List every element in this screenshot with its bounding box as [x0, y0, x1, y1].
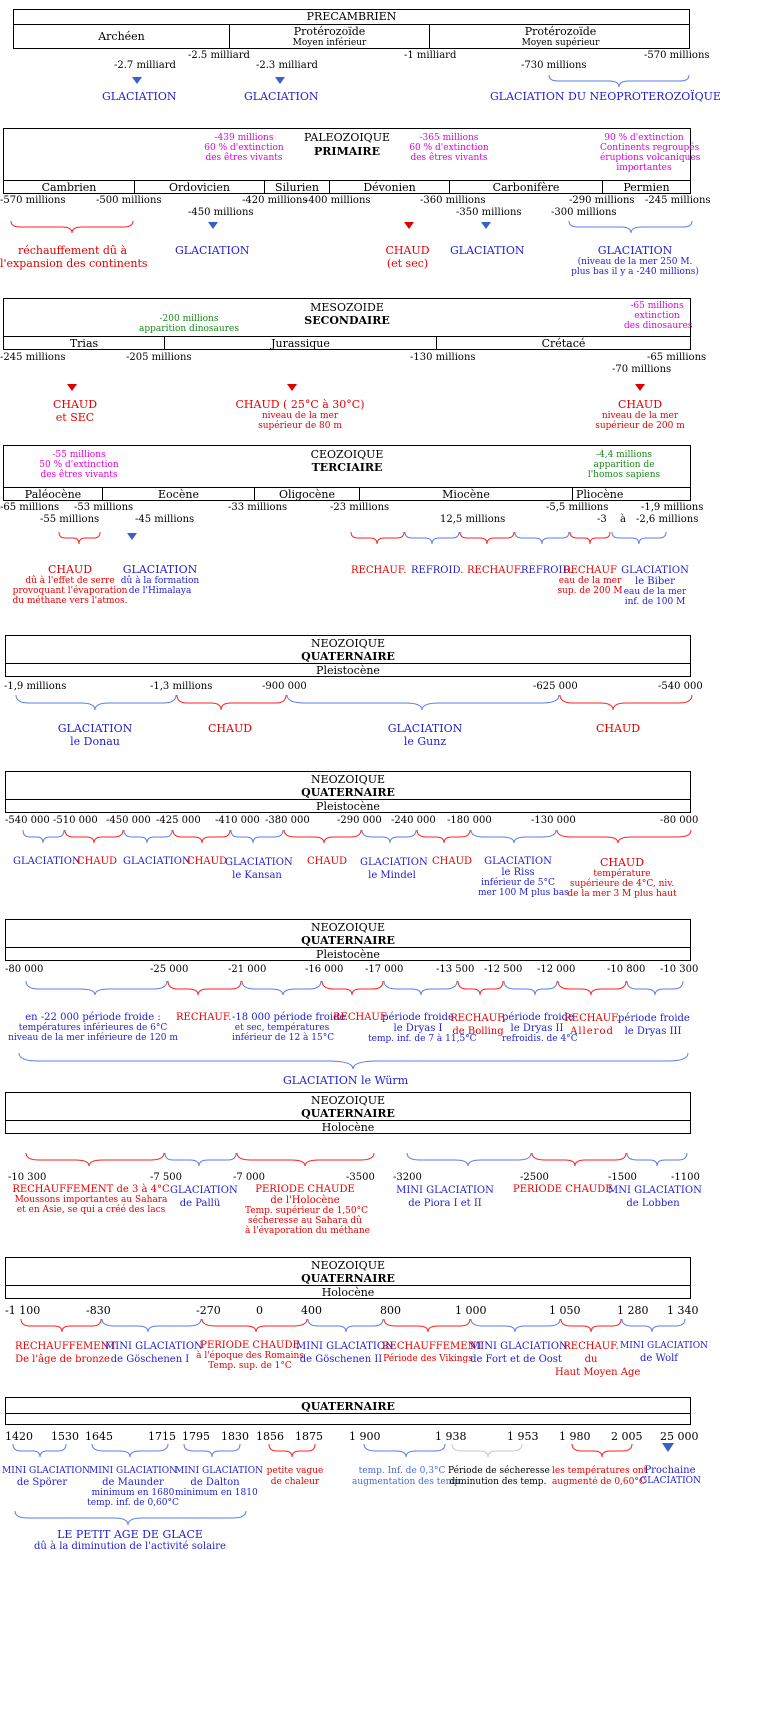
event-chaud: CHAUD (et sec) [385, 244, 430, 270]
tick: -130 000 [531, 815, 576, 826]
period-cambrien: Cambrien [41, 181, 97, 194]
event-glaciation-riss: GLACIATION le Riss inférieur de 5°C mer 100 M plus bas [478, 856, 569, 898]
event-mini-glaciation-piora: MINI GLACIATION de Piora I et II [396, 1185, 494, 1209]
event-periode-froide-22000: en -22 000 période froide : températures inférieures de 6°C niveau de la mer inférieure de 120 m [8, 1012, 178, 1043]
event-rechauffement-bronze: RECHAUFFEMENT De l'âge de bronze [15, 1341, 116, 1365]
tick: -12 000 [537, 964, 576, 975]
tick: -410 000 [215, 815, 260, 826]
event-glaciation-wurm: GLACIATION le Würm [283, 1074, 409, 1087]
note-extinction-90: 90 % d'extinction Continents regroupés éruptions volcaniques importantes [600, 133, 701, 173]
tick: -830 [86, 1304, 111, 1317]
precambrien-table [13, 9, 690, 49]
event-dryas-3: période froide le Dryas III [618, 1013, 690, 1037]
event-chaud-paleocene: CHAUD dû à l'effet de serre provoquant l'évaporation du méthane vers l'atmos. [12, 563, 128, 606]
tick: -17 000 [365, 964, 404, 975]
tick: 1 000 [455, 1304, 487, 1317]
tick: 1 340 [667, 1304, 699, 1317]
tick: -360 millions [420, 195, 486, 206]
tick: -540 000 [658, 681, 703, 692]
tick: 1 280 [617, 1304, 649, 1317]
tick: -290 000 [337, 815, 382, 826]
note-extinction-55: -55 millions 50 % d'extinction des êtres vivants [39, 450, 119, 480]
arrow-down-icon [275, 77, 285, 84]
arrow-down-icon [481, 222, 491, 229]
note-extinction-365: -365 millions 60 % d'extinction des êtres vivants [409, 133, 489, 163]
event-chaud-cretace: CHAUD niveau de la mer supérieur de 200 m [595, 398, 685, 431]
tick: -70 millions [612, 364, 672, 375]
arrow-down-icon [662, 1443, 674, 1452]
ceozoique-title: CEOZOIQUE [310, 448, 384, 461]
event-chaud-sec: CHAUD et SEC [52, 398, 98, 424]
tick: -7 000 [233, 1172, 266, 1183]
tick: 1 980 [559, 1430, 591, 1443]
event-mini-glaciation-goschenen-2: MINI GLACIATION de Göschenen II [296, 1341, 394, 1365]
tick: -510 000 [53, 815, 98, 826]
q1-epoch: Pleistocène [316, 664, 380, 677]
mesozoide-title: MESOZOIDE [310, 301, 384, 314]
event-periode-chaude: PERIODE CHAUDE [513, 1184, 613, 1195]
event-glaciation: GLACIATION [244, 90, 319, 103]
event-mini-glaciation-wolf: MINI GLACIATION de Wolf [620, 1341, 708, 1364]
tick: 1715 [148, 1430, 176, 1443]
tick: -540 000 [5, 815, 50, 826]
event-rechauffement: réchauffement dû à l'expansion des continents [0, 244, 148, 270]
brace-blue [14, 1510, 250, 1528]
tick: -13 500 [436, 964, 475, 975]
period-permien: Permien [602, 181, 690, 193]
tick: 12,5 millions [440, 514, 506, 525]
brace-red [10, 220, 135, 234]
tick: -3 [597, 514, 607, 525]
tick: 1 953 [507, 1430, 539, 1443]
event-glaciation: GLACIATION [13, 856, 81, 867]
paleozoique-title: PALEOZOIQUE [303, 131, 390, 144]
tick: 0 [256, 1304, 263, 1317]
tick: 1645 [85, 1430, 113, 1443]
event-rechauffement-holocene: RECHAUFFEMENT de 3 à 4°C Moussons importantes au Sahara et en Asie, se qui a créé des lacs [12, 1184, 170, 1215]
tick: -55 millions [40, 514, 100, 525]
paleozoique-subtitle: PRIMAIRE [314, 145, 380, 158]
tick: -380 000 [265, 815, 310, 826]
tick: à [620, 514, 626, 525]
tick: -16 000 [305, 964, 344, 975]
note-extinction-dinosaures: -65 millions extinction des dinosaures [624, 301, 693, 331]
q2-table [5, 771, 691, 813]
tick: -270 [196, 1304, 221, 1317]
tick: -425 000 [156, 815, 201, 826]
tick: 1795 [182, 1430, 210, 1443]
event-petit-age-glace: LE PETIT AGE DE GLACE dû à la diminution de l'activité solaire [34, 1528, 226, 1552]
tick: -420 millions [242, 195, 308, 206]
tick: -2500 [520, 1172, 549, 1183]
event-glaciation: GLACIATION [450, 244, 525, 257]
brace-series [12, 1443, 652, 1461]
q2-subtitle: QUATERNAIRE [301, 786, 395, 799]
event-dryas-1: période froide le Dryas I temp. inf. de 7 à 11,5°C [368, 1012, 477, 1044]
event-mini-glaciation-goschenen-1: MINI GLACIATION de Göschenen I [105, 1341, 203, 1365]
event-petite-vague-chaleur: petite vague de chaleur [266, 1466, 324, 1487]
event-glaciation-neoproterozoique: GLACIATION DU NEOPROTEROZOÏQUE [490, 90, 721, 103]
event-glaciation-himalaya: GLACIATION dû à la formation de l'Himalaya [120, 563, 200, 596]
tick: -450 millions [188, 207, 254, 218]
event-temperatures-augmentees: les températures ont augmenté de 0,60°C [552, 1466, 648, 1487]
tick: -10 800 [607, 964, 646, 975]
event-chaud: CHAUD [307, 856, 348, 867]
event-temp-inferieure: temp. Inf. de 0,3°C augmentation des temp. [352, 1466, 463, 1487]
event-glaciation-kansan: GLACIATION le Kansan [225, 857, 293, 881]
q3-table [5, 919, 691, 961]
tick: -2,6 millions [636, 514, 699, 525]
event-glaciation-pallu: GLACIATION de Pallü [170, 1185, 238, 1209]
arrow-down-icon [132, 77, 142, 84]
arrow-down-icon [635, 384, 645, 391]
brace-blue [568, 220, 694, 234]
event-chaud: CHAUD [432, 856, 473, 867]
era-archeen: Archéen [98, 30, 145, 43]
tick: -65 millions [0, 502, 60, 513]
note-dinosaures: -200 millions apparition dinosaures [139, 314, 239, 334]
period-jurassique: Jurassique [164, 337, 436, 349]
q1-title: NEOZOIQUE [311, 637, 385, 650]
brace-blue [548, 74, 690, 88]
event-chaud: CHAUD [77, 856, 118, 867]
event-mini-glaciation-dalton: MINI GLACIATION de Dalton minimum en 1810 [175, 1466, 263, 1498]
arrow-down-icon [127, 533, 137, 540]
event-refroid: REFROID. [411, 565, 464, 576]
q5-title: NEOZOIQUE [311, 1259, 385, 1272]
tick: 800 [380, 1304, 401, 1317]
period-cretace: Crétacé [436, 337, 690, 349]
event-glaciation: GLACIATION [175, 244, 250, 257]
tick: -80 000 [660, 815, 699, 826]
tick: -730 millions [521, 60, 587, 71]
q5-subtitle: QUATERNAIRE [301, 1272, 395, 1285]
tick: -53 millions [74, 502, 134, 513]
q3-title: NEOZOIQUE [311, 921, 385, 934]
tick: -130 millions [410, 352, 476, 363]
event-periode-chaude-romains: PERIODE CHAUDE à l'époque des Romains Temp. sup. de 1°C [196, 1340, 304, 1371]
tick: -1500 [608, 1172, 637, 1183]
mesozoide-subtitle: SECONDAIRE [304, 314, 390, 327]
tick: 1875 [295, 1430, 323, 1443]
q5-epoch: Holocène [321, 1286, 375, 1299]
event-rechauf: RECHAUF. [351, 565, 407, 576]
tick: -1 100 [5, 1304, 41, 1317]
period-miocene: Miocène [359, 488, 572, 500]
brace-series [15, 694, 695, 712]
tick: -23 millions [330, 502, 390, 513]
q2-title: NEOZOIQUE [311, 773, 385, 786]
event-rechauf: RECHAUF. [467, 565, 523, 576]
q2-epoch: Pleistocène [316, 800, 380, 813]
tick: 1830 [221, 1430, 249, 1443]
event-glaciation: GLACIATION [123, 856, 191, 867]
tick: -300 millions [551, 207, 617, 218]
tick: 1 900 [349, 1430, 381, 1443]
q4-subtitle: QUATERNAIRE [301, 1107, 395, 1120]
event-chaud-jurassique: CHAUD ( 25°C à 30°C) niveau de la mer supérieur de 80 m [235, 398, 365, 431]
tick: -290 millions [569, 195, 635, 206]
tick: -570 millions [644, 50, 710, 61]
tick: -10 300 [660, 964, 699, 975]
arrow-down-icon [287, 384, 297, 391]
event-glaciation-mindel: GLACIATION le Mindel [360, 857, 428, 881]
period-trias: Trias [69, 337, 99, 350]
tick: -21 000 [228, 964, 267, 975]
tick: 1530 [51, 1430, 79, 1443]
tick: -2.7 milliard [114, 60, 176, 71]
tick: -450 000 [106, 815, 151, 826]
q6-title: QUATERNAIRE [301, 1400, 395, 1413]
period-ordovicien: Ordovicien [134, 181, 264, 193]
event-glaciation-gunz: GLACIATION le Gunz [387, 722, 463, 748]
event-glaciation-donau: GLACIATION le Donau [57, 722, 133, 748]
period-silurien: Silurien [264, 181, 329, 193]
tick: -33 millions [228, 502, 288, 513]
brace-series [25, 980, 695, 998]
tick: -65 millions [647, 352, 707, 363]
tick: -205 millions [126, 352, 192, 363]
tick: -245 millions [645, 195, 711, 206]
tick: 1420 [5, 1430, 33, 1443]
q5-table [5, 1257, 691, 1299]
tick: -80 000 [5, 964, 44, 975]
tick: -2.5 milliard [188, 50, 250, 61]
tick: -500 millions [96, 195, 162, 206]
event-glaciation-biber: GLACIATION le Biber eau de la mer inf. de 100 M [621, 565, 689, 607]
q4-title: NEOZOIQUE [311, 1094, 385, 1107]
arrow-down-icon [404, 222, 414, 229]
tick: -3500 [346, 1172, 375, 1183]
tick: -180 000 [447, 815, 492, 826]
brace-red [58, 531, 103, 545]
period-paleocene: Paléocène [24, 488, 82, 501]
q1-subtitle: QUATERNAIRE [301, 650, 395, 663]
q4-table [5, 1092, 691, 1134]
event-periode-secheresse: Période de sécheresse diminution des temp. [448, 1466, 550, 1487]
tick: -5,5 millions [546, 502, 609, 513]
period-oligocene: Oligocène [254, 488, 359, 500]
tick: -350 millions [456, 207, 522, 218]
event-glaciation: GLACIATION [102, 90, 177, 103]
event-allerod: RECHAUF. Allerod [564, 1013, 620, 1037]
tick: -1,3 millions [150, 681, 213, 692]
q6-table [5, 1397, 691, 1425]
ceozoique-subtitle: TERCIAIRE [311, 461, 383, 474]
event-bolling: RECHAUF. de Bolling [450, 1013, 506, 1037]
tick: -1 milliard [404, 50, 457, 61]
event-rechauf-moyen-age: RECHAUF. du Haut Moyen Age [555, 1341, 641, 1378]
arrow-down-icon [208, 222, 218, 229]
mesozoide-table [3, 298, 691, 350]
period-carbonifere: Carbonifère [449, 181, 602, 193]
tick: 25 000 [660, 1430, 699, 1443]
event-chaud: CHAUD [596, 722, 641, 735]
tick: -240 000 [391, 815, 436, 826]
event-periode-froide-18000: -18 000 période froide et sec, températures inférieur de 12 à 15°C [232, 1012, 346, 1043]
event-mini-glaciation-maunder: MINI GLACIATION de Maunder minimum en 1680 temp. inf. de 0,60°C [87, 1466, 179, 1508]
event-rechauffement-vikings: RECHAUFFEMENT Période des Vikings [382, 1341, 483, 1364]
brace-blue [18, 1052, 698, 1072]
brace-series [25, 1152, 695, 1170]
brace-series [20, 1318, 696, 1336]
tick: 1856 [256, 1430, 284, 1443]
ceozoique-table [3, 445, 691, 501]
paleozoique-table [3, 128, 701, 194]
event-mini-glaciation-lobben: MNI GLACIATION de Lobben [608, 1185, 702, 1209]
period-pliocene: Pliocène [572, 488, 690, 500]
tick: -10 300 [8, 1172, 47, 1183]
tick: -2.3 milliard [256, 60, 318, 71]
q4-epoch: Holocène [321, 1121, 375, 1134]
event-prochaine-glaciation: Prochaine GLACIATION [640, 1465, 701, 1486]
event-periode-chaude-holocene: PERIODE CHAUDE de l'Holocène Temp. supérieur de 1,50°C sécheresse au Sahara dû à l'évaporation du méthane [245, 1184, 370, 1236]
period-eocene: Eocène [102, 488, 254, 500]
q3-epoch: Pleistocène [316, 948, 380, 961]
period-devonien: Dévonien [329, 181, 449, 193]
tick: -625 000 [533, 681, 578, 692]
tick: -1,9 millions [4, 681, 67, 692]
tick: 400 [301, 1304, 322, 1317]
tick: -1100 [671, 1172, 700, 1183]
tick: -400 millions [305, 195, 371, 206]
brace-series [22, 829, 694, 847]
tick: -7 500 [150, 1172, 183, 1183]
arrow-down-icon [67, 384, 77, 391]
q3-subtitle: QUATERNAIRE [301, 934, 395, 947]
event-rechauf: RECHAUF. [176, 1012, 232, 1023]
event-rechauf: RECHAUF. [333, 1012, 389, 1023]
note-homo-sapiens: -4,4 millions apparition de l'homos sapiens [587, 450, 661, 480]
tick: 1 050 [549, 1304, 581, 1317]
tick: -25 000 [150, 964, 189, 975]
era-proterozoide-sup: Protérozoïde Moyen supérieur [429, 25, 691, 48]
tick: -570 millions [0, 195, 66, 206]
event-rechauf-pliocene: RECHAUF eau de la mer sup. de 200 M [557, 565, 623, 596]
tick: -45 millions [135, 514, 195, 525]
tick: -3200 [393, 1172, 422, 1183]
tick: -12 500 [484, 964, 523, 975]
tick: -900 000 [262, 681, 307, 692]
event-glaciation-permien: GLACIATION (niveau de la mer 250 M. plus bas il y a -240 millions) [571, 244, 699, 277]
tick: 1 938 [435, 1430, 467, 1443]
q1-table [5, 635, 691, 677]
event-dryas-2: période froide le Dryas II refroidis. de 4°C [502, 1012, 578, 1044]
event-chaud: CHAUD [208, 722, 253, 735]
note-extinction-439: -439 millions 60 % d'extinction des êtres vivants [204, 133, 284, 163]
event-chaud-eemien: CHAUD température supérieure de 4°C, niv. de la mer 3 M plus haut [567, 856, 677, 899]
event-chaud: CHAUD [187, 856, 228, 867]
event-refroid: REFROID. [521, 565, 574, 576]
tick: 2 005 [611, 1430, 643, 1443]
event-mini-glaciation-sporer: MINI GLACIATION de Spörer [2, 1466, 90, 1488]
precambrien-title: PRECAMBRIEN [306, 10, 397, 23]
brace-series [350, 531, 670, 545]
tick: -1,9 millions [641, 502, 704, 513]
era-proterozoide-inf: Protérozoïde Moyen inférieur [229, 25, 429, 48]
event-mini-glaciation-fort-oost: MINI GLACIATION de Fort et de Oost [470, 1341, 568, 1365]
tick: -245 millions [0, 352, 66, 363]
